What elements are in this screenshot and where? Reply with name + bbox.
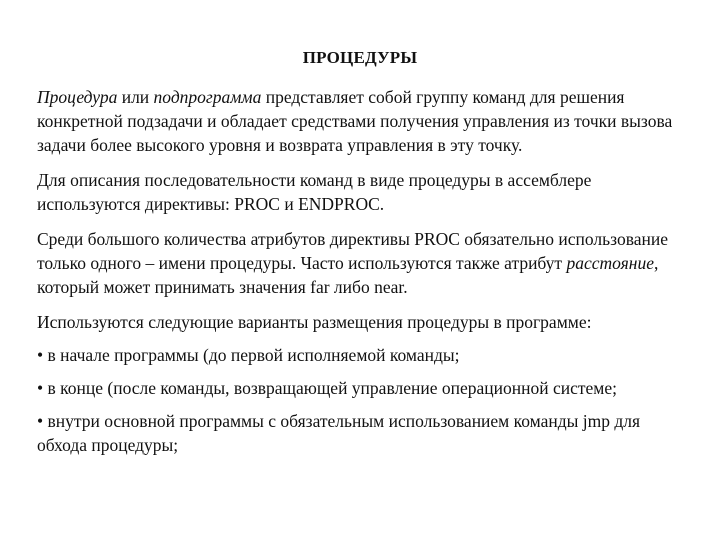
list-item: • внутри основной программы с обязательным использованием команды jmp для обхода процедуры; <box>37 411 641 455</box>
term-distance: расстояние <box>566 253 654 273</box>
slide-body <box>37 85 687 466</box>
page-title: ПРОЦЕДУРЫ <box>302 48 418 67</box>
conjunction-or: или <box>117 87 154 107</box>
placement-list <box>37 343 687 457</box>
paragraph-definition <box>37 85 687 157</box>
paragraph-directives: Для описания последовательности команд в виде процедуры в ассемблере используются директивы: PROC и ENDPROC. <box>37 170 592 214</box>
paragraph-attributes <box>37 227 687 299</box>
term-procedure: Процедура <box>37 87 118 107</box>
list-item: • в начале программы (до первой исполняемой команды; <box>37 345 460 365</box>
paragraph-placement-intro: Используются следующие варианты размещения процедуры в программе: <box>37 312 592 332</box>
attributes-text-end: , который может принимать значения far либо near. <box>37 253 659 297</box>
term-subprogram: подпрограмма <box>153 87 262 107</box>
definition-text: представляет собой группу команд для решения конкретной подзадачи и обладает средствами получения управления из точки вызова задачи более высокого уровня и возврата управления в эту точку. <box>37 87 673 155</box>
list-item: • в конце (после команды, возвращающей управление операционной системе; <box>37 378 617 398</box>
attributes-text-start: Среди большого количества атрибутов директивы PROC обязательно использование только одного – имени процедуры. Часто используются также атрибут <box>37 229 668 273</box>
